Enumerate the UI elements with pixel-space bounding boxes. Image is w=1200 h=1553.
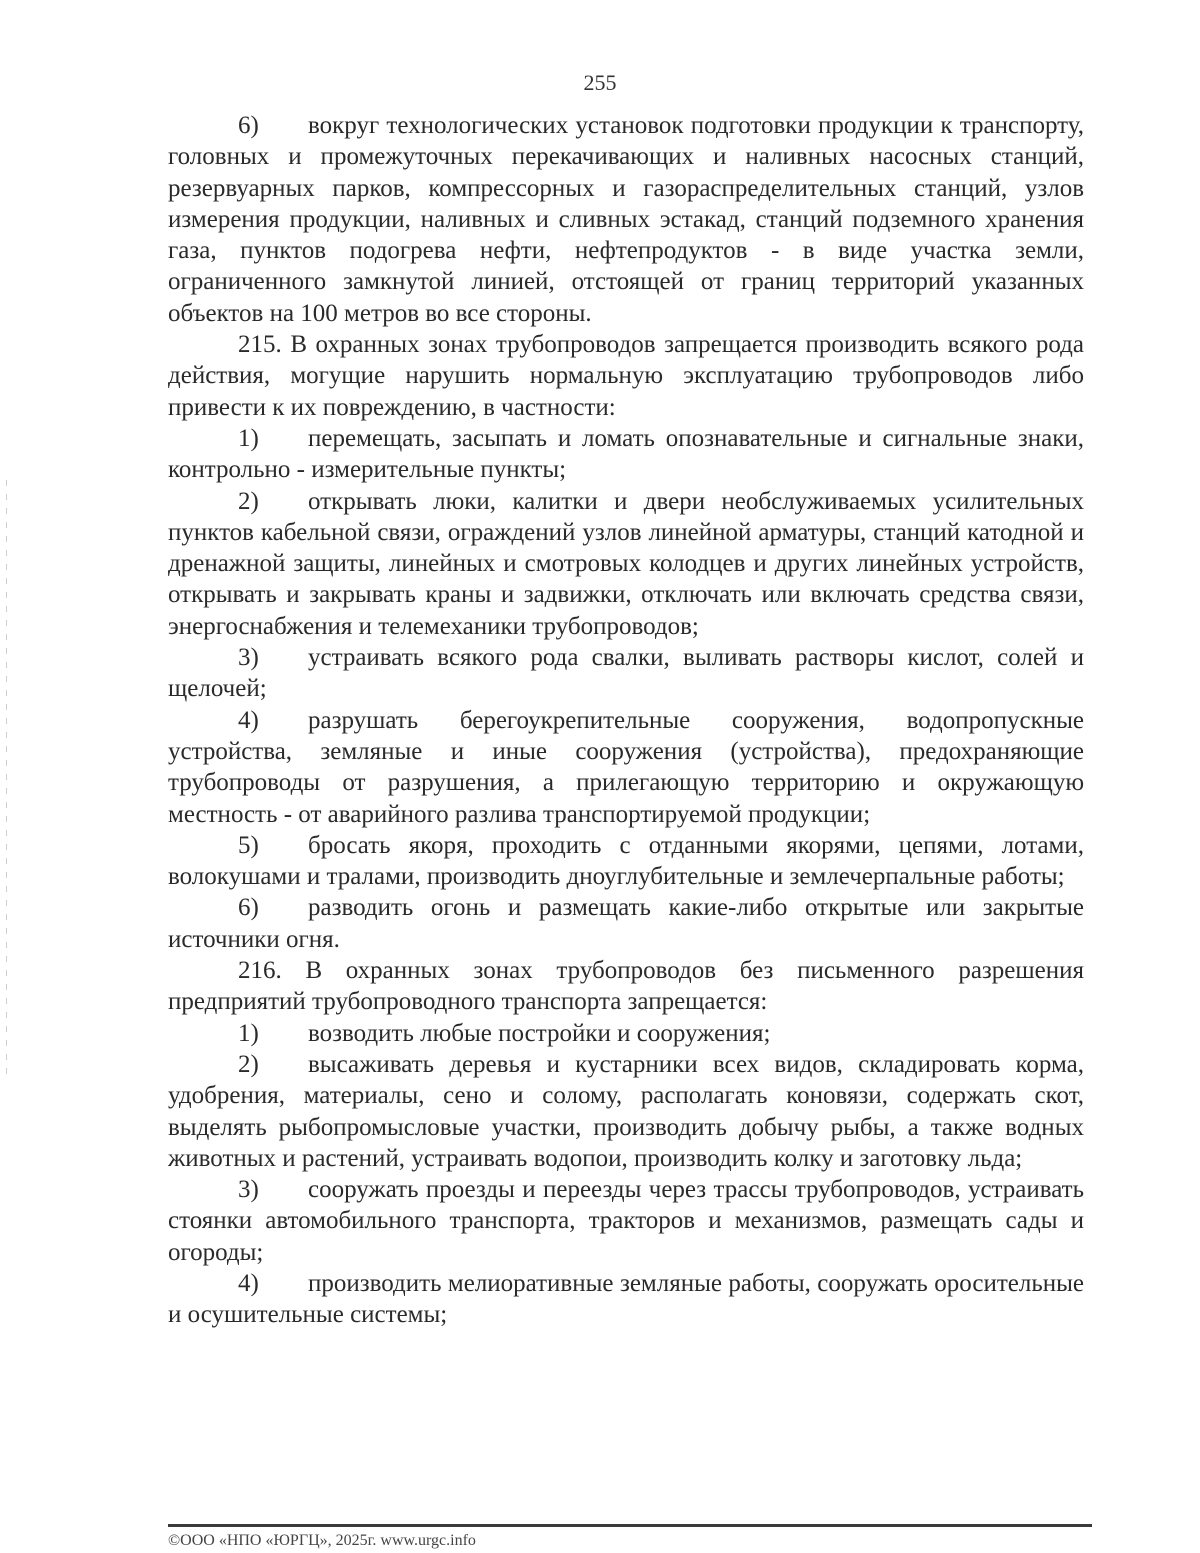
list-number: 3) (238, 1176, 259, 1204)
paragraph (168, 830, 1084, 893)
document-body (168, 110, 1084, 1331)
list-number: 4) (238, 706, 259, 734)
paragraph-text: возводить любые постройки и сооружения; (308, 1019, 771, 1047)
list-number: 3) (238, 644, 259, 672)
paragraph-text: вокруг технологических установок подготовки продукции к транспорту, головных и промежуточных перекачивающих и наливных насосных станций, резервуарных парков, компрессорных и газораспределительных станций, узлов измерения продукции, наливных и сливных эстакад, станций подземного хранения газа, пунктов подогрева нефти, нефтепродуктов - в виде участка земли, ограниченного замкнутой линией, отстоящей от границ территорий указанных объектов на 100 метров во все стороны. (168, 112, 1084, 327)
page-number: 255 (583, 70, 617, 95)
paragraph-text: 216. В охранных зонах трубопроводов без письменного разрешения предприятий трубопроводного транспорта запрещается: (168, 957, 1084, 1016)
scan-edge-artifact (6, 480, 7, 1080)
paragraph-text: устраивать всякого рода свалки, выливать растворы кислот, солей и щелочей; (168, 644, 1084, 703)
paragraph-text: сооружать проезды и переезды через трассы трубопроводов, устраивать стоянки автомобильного транспорта, тракторов и механизмов, размещать сады и огороды; (168, 1176, 1084, 1266)
footer-divider (168, 1524, 1092, 1527)
paragraph (168, 642, 1084, 705)
paragraph-text: разводить огонь и размещать какие-либо открытые или закрытые источники огня. (168, 894, 1084, 953)
list-number: 5) (238, 831, 259, 859)
list-number: 2) (238, 1050, 259, 1078)
paragraph-text: 215. В охранных зонах трубопроводов запрещается производить всякого рода действия, могущие нарушить нормальную эксплуатацию трубопроводов либо привести к их повреждению, в частности: (168, 331, 1084, 421)
paragraph (168, 1268, 1084, 1331)
paragraph (168, 1049, 1084, 1174)
list-number: 6) (238, 112, 259, 139)
list-number: 4) (238, 1269, 259, 1297)
paragraph-text: бросать якоря, проходить с отданными якорями, цепями, лотами, волокушами и тралами, производить дноуглубительные и землечерпальные работы; (168, 831, 1084, 891)
paragraph (168, 486, 1084, 642)
list-number: 6) (238, 894, 259, 922)
list-number: 2) (238, 487, 259, 515)
paragraph-text: разрушать берегоукрепительные сооружения, водопропускные устройства, земляные и иные сооружения (устройства), предохраняющие трубопроводы от разрушения, а прилегающую территорию и окружающую местность - от аварийного разлива транспортируемой продукции; (168, 706, 1084, 828)
footer-copyright: ©ООО «НПО «ЮРГЦ», 2025г. www.urgc.info (168, 1532, 476, 1549)
paragraph-text: высаживать деревья и кустарники всех видов, складировать корма, удобрения, материалы, сено и солому, располагать коновязи, содержать скот, выделять рыбопромысловые участки, производить добычу рыбы, а также водных животных и растений, устраивать водопои, производить колку и заготовку льда; (168, 1050, 1084, 1172)
paragraph-text: перемещать, засыпать и ломать опознавательные и сигнальные знаки, контрольно - измерительные пункты; (168, 424, 1084, 484)
paragraph (168, 1174, 1084, 1268)
list-number: 1) (238, 1019, 259, 1047)
paragraph (168, 705, 1084, 830)
list-number: 1) (238, 424, 259, 452)
paragraph-text: производить мелиоративные земляные работы, сооружать оросительные и осушительные системы; (168, 1269, 1084, 1329)
paragraph (168, 1018, 1084, 1049)
paragraph (168, 955, 1084, 1018)
paragraph-text: открывать люки, калитки и двери необслуживаемых усилительных пунктов кабельной связи, ограждений узлов линейной арматуры, станций катодной и дренажной защиты, линейных и смотровых колодцев и других линейных устройств, открывать и закрывать краны и задвижки, отключать или включать средства связи, энергоснабжения и телемеханики трубопроводов; (168, 487, 1084, 640)
paragraph (168, 423, 1084, 486)
paragraph (168, 892, 1084, 955)
paragraph (168, 329, 1084, 423)
paragraph (168, 110, 1084, 329)
